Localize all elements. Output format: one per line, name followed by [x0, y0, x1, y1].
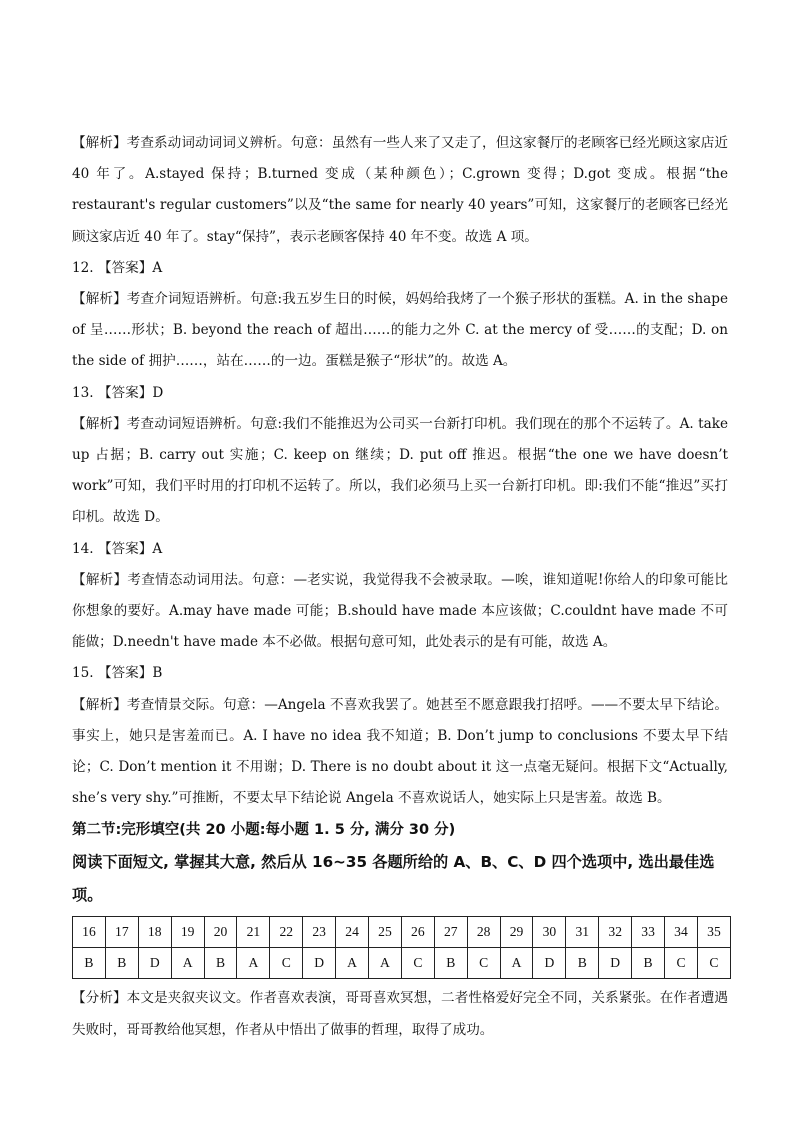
- explanation-q13: 【解析】考查动词短语辨析。句意:我们不能推迟为公司买一台新打印机。我们现在的那个不运转了。A. take up 占据；B. carry out 实施；C. keep on 继续；D. put off 推迟。根据“the one we have doesn’t work”可知，我们平时用的打印机不运转了。所以，我们必须马上买一台新打印机。即:我们不能“推迟”买打印机。故选 D。: [72, 415, 728, 526]
- answer-table-numbers-row: [73, 917, 731, 948]
- question-number-cell: 30: [533, 917, 566, 948]
- question-number-cell: 28: [467, 917, 500, 948]
- answer-cell: A: [237, 948, 270, 979]
- question-number-cell: 29: [500, 917, 533, 948]
- answer-cell: B: [434, 948, 467, 979]
- question-number-cell: 34: [665, 917, 698, 948]
- answer-cell: B: [566, 948, 599, 979]
- question-number-cell: 23: [303, 917, 336, 948]
- answer-cell: D: [138, 948, 171, 979]
- answer-q15: 15. 【答案】B: [72, 665, 163, 682]
- answer-cell: C: [270, 948, 303, 979]
- question-number-cell: 25: [369, 917, 402, 948]
- passage-analysis: 【分析】本文是夹叙夹议文。作者喜欢表演，哥哥喜欢冥想，二者性格爱好完全不同，关系紧张。在作者遭遇失败时，哥哥教给他冥想，作者从中悟出了做事的哲理，取得了成功。: [72, 990, 728, 1038]
- question-number-cell: 35: [697, 917, 730, 948]
- answer-cell: D: [303, 948, 336, 979]
- answer-cell: A: [369, 948, 402, 979]
- answer-q13: 13. 【答案】D: [72, 384, 164, 401]
- answer-cell: C: [665, 948, 698, 979]
- question-number-cell: 17: [105, 917, 138, 948]
- answer-q14: 14. 【答案】A: [72, 540, 163, 557]
- question-number-cell: 18: [138, 917, 171, 948]
- answer-q12: 12. 【答案】A: [72, 259, 163, 276]
- question-number-cell: 31: [566, 917, 599, 948]
- answer-cell: C: [467, 948, 500, 979]
- explanation-q14: 【解析】考查情态动词用法。句意：—老实说，我觉得我不会被录取。—唉，谁知道呢!你给人的印象可能比你想象的要好。A.may have made 可能；B.should have made 本应该做；C.couldnt have made 不可能做；D.needn't have made 本不必做。根据句意可知，此处表示的是有可能，故选 A。: [72, 571, 728, 651]
- question-number-cell: 26: [401, 917, 434, 948]
- answer-cell: A: [336, 948, 369, 979]
- section-instruction: 阅读下面短文, 掌握其大意, 然后从 16~35 各题所给的 A、B、C、D 四个选项中, 选出最佳选项。: [72, 853, 715, 905]
- answer-table: [72, 916, 731, 979]
- question-number-cell: 24: [336, 917, 369, 948]
- answer-cell: C: [401, 948, 434, 979]
- question-number-cell: 21: [237, 917, 270, 948]
- answer-cell: A: [500, 948, 533, 979]
- answer-cell: C: [697, 948, 730, 979]
- question-number-cell: 27: [434, 917, 467, 948]
- answer-cell: B: [105, 948, 138, 979]
- explanation-q12: 【解析】考查介词短语辨析。句意:我五岁生日的时候，妈妈给我烤了一个猴子形状的蛋糕。A. in the shape of 呈……形状；B. beyond the reach of 超出……的能力之外 C. at the mercy of 受……的支配；D. on the side of 拥护……，站在……的一边。蛋糕是猴子“形状”的。故选 A。: [72, 291, 728, 370]
- answer-cell: B: [632, 948, 665, 979]
- question-number-cell: 19: [171, 917, 204, 948]
- question-number-cell: 20: [204, 917, 237, 948]
- question-number-cell: 33: [632, 917, 665, 948]
- answer-cell: D: [533, 948, 566, 979]
- answer-table-answers-row: [73, 948, 731, 979]
- section-title: 第二节:完形填空(共 20 小题:每小题 1. 5 分, 满分 30 分): [72, 822, 456, 839]
- answer-cell: D: [599, 948, 632, 979]
- answer-cell: B: [204, 948, 237, 979]
- question-number-cell: 22: [270, 917, 303, 948]
- document-page: [72, 128, 728, 1046]
- question-number-cell: 16: [73, 917, 106, 948]
- answer-cell: A: [171, 948, 204, 979]
- explanation-q15: 【解析】考查情景交际。句意：—Angela 不喜欢我罢了。她甚至不愿意跟我打招呼。——不要太早下结论。事实上，她只是害羞而已。A. I have no idea 我不知道；B. Don’t jump to conclusions 不要太早下结论；C. Don’t mention it 不用谢；D. There is no doubt about it 这一点毫无疑问。根据下文“Actually, she’s very shy.”可推断，不要太早下结论说 Angela 不喜欢说话人，她实际上只是害羞。故选 B。: [72, 696, 728, 807]
- answer-cell: B: [73, 948, 106, 979]
- question-number-cell: 32: [599, 917, 632, 948]
- explanation-q11: 【解析】考查系动词动词词义辨析。句意：虽然有一些人来了又走了，但这家餐厅的老顾客已经光顾这家店近 40 年了。A.stayed 保持；B.turned 变成（某种颜色）；C.grown 变得；D.got 变成。根据“the restaurant's regular customers”以及“the same for nearly 40 years”可知，这家餐厅的老顾客已经光顾这家店近 40 年了。stay“保持”，表示老顾客保持 40 年不变。故选 A 项。: [72, 135, 728, 245]
